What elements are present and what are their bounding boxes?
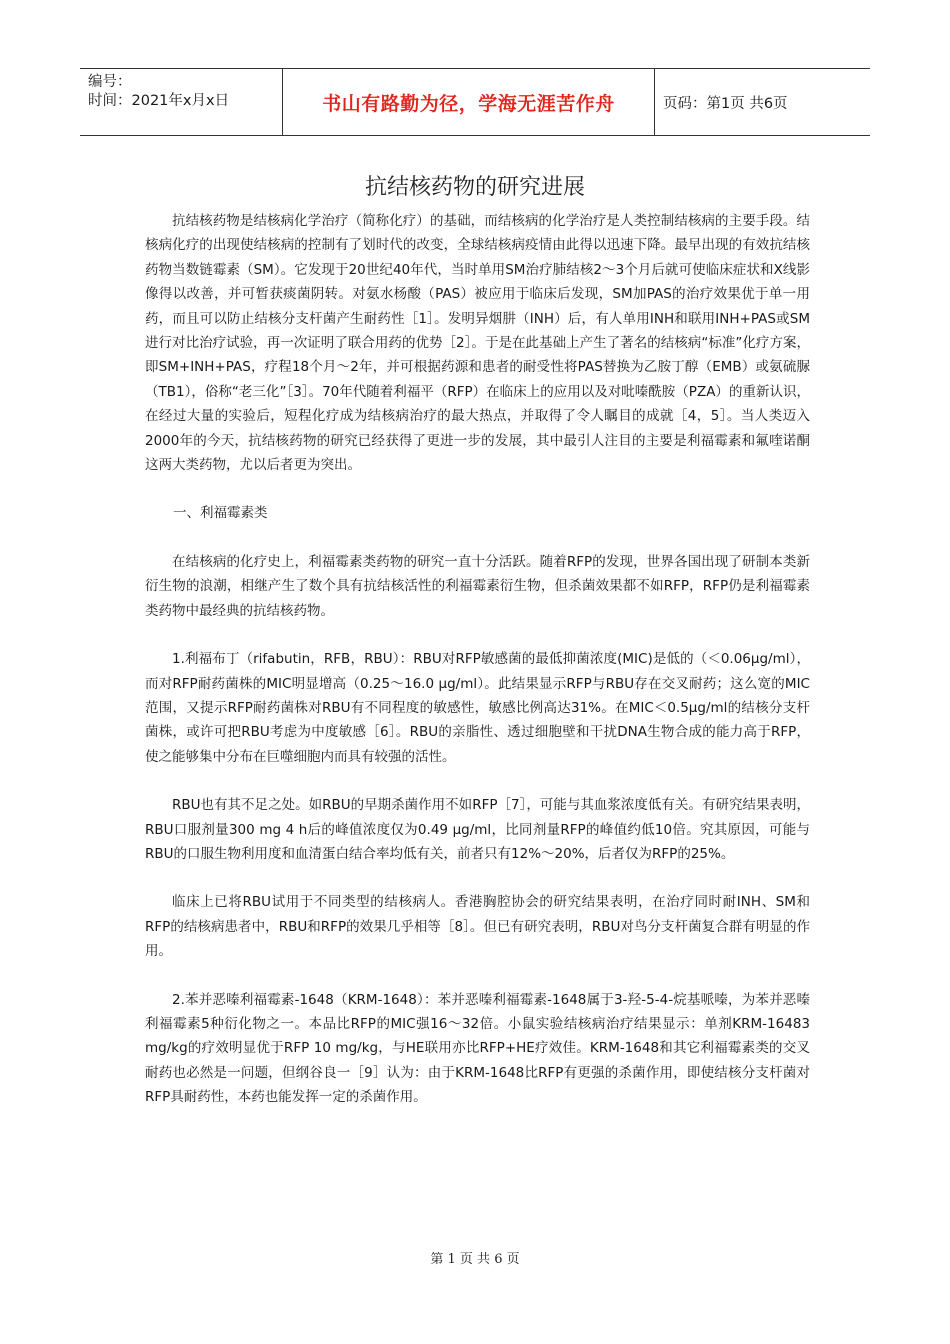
header-motto: 书山有路勤为径，学海无涯苦作舟 [322,92,615,115]
section-heading-rifamycins: 一、利福霉素类 [173,505,268,522]
body-paragraph: 在结核病的化疗史上，利福霉素类药物的研究一直十分活跃。随着RFP的发现，世界各国出现了研制本类新衍生物的浪潮，相继产生了数个具有抗结核活性的利福霉素衍生物，但杀菌效果都不如RFP，RFP仍是利福霉素类药物中最经典的抗结核药物。 [145,553,810,619]
body-paragraph: 2.苯并恶嗪利福霉素-1648（KRM-1648）：苯并恶嗪利福霉素-1648属于3-羟-5-4-烷基哌嗪，为苯并恶嗪利福霉素5种衍化物之一。本品比RFP的MIC强16～32倍。小鼠实验结核病治疗结果显示：单剂KRM-16483 mg/kg的疗效明显优于RFP 10 mg/kg，与HE联用亦比RFP+HE疗效佳。KRM-1648和其它利福霉素类的交叉耐药也必然是一问题，但纲谷良一［9］认为：由于KRM-1648比RFP有更强的杀菌作用，即使结核分支杆菌对RFP具耐药性，本药也能发挥一定的杀菌作用。 [145,991,810,1106]
body-paragraph: RBU也有其不足之处。如RBU的早期杀菌作用不如RFP［7］，可能与其血浆浓度低有关。有研究结果表明，RBU口服剂量300 mg 4 h后的峰值浓度仅为0.49 μg/ml，比同剂量RFP的峰值约低10倍。究其原因，可能与RBU的口服生物利用度和血清蛋白结合率均低有关，前者只有12%～20%，后者仅为RFP的25%。 [145,797,810,862]
document-number-label: 编号： [88,74,132,90]
header-table [80,68,870,136]
document-title: 抗结核药物的研究进展 [364,175,585,200]
header-page-info: 页码：第1页 共6页 [663,95,788,112]
body-paragraph: 1.利福布丁（rifabutin，RFB，RBU）：RBU对RFP敏感菌的最低抑菌浓度(MIC)是低的（＜0.06μg/ml），而对RFP耐药菌株的MIC明显增高（0.25～16.0 μg/ml）。此结果显示RFP与RBU存在交叉耐药；这么宽的MIC范围，又提示RFP耐药菌株对RBU有不同程度的敏感性，敏感比例高达31%。在MIC＜0.5μg/ml的结核分支杆菌株，或许可把RBU考虑为中度敏感［6］。RBU的亲脂性、透过细胞壁和干扰DNA生物合成的能力高于RFP，使之能够集中分布在巨噬细胞内而具有较强的活性。 [145,651,810,765]
document-date: 时间：2021年x月x日 [88,93,230,109]
page-footer: 第 1 页 共 6 页 [430,1252,520,1267]
document-body [145,209,810,1110]
header-left-cell [80,69,283,135]
intro-paragraph: 抗结核药物是结核病化学治疗（简称化疗）的基础，而结核病的化学治疗是人类控制结核病的主要手段。结核病化疗的出现使结核病的控制有了划时代的改变，全球结核病疫情由此得以迅速下降。最早出现的有效抗结核药物当数链霉素（SM）。它发现于20世纪40年代，当时单用SM治疗肺结核2～3个月后就可使临床症状和X线影像得以改善，并可暂获痰菌阴转。对氨水杨酸（PAS）被应用于临床后发现，SM加PAS的治疗效果优于单一用药，而且可以防止结核分支杆菌产生耐药性［1］。发明异烟肼（INH）后，有人单用INH和联用INH+PAS或SM进行对比治疗试验，再一次证明了联合用药的优势［2］。于是在此基础上产生了著名的结核病“标准”化疗方案，即SM+INH+PAS，疗程18个月～2年，并可根据药源和患者的耐受性将PAS替换为乙胺丁醇（EMB）或氨硫脲（TB1），俗称“老三化”［3］。70年代随着利福平（RFP）在临床上的应用以及对吡嗪酰胺（PZA）的重新认识，在经过大量的实验后，短程化疗成为结核病治疗的最大热点，并取得了令人瞩目的成就［4，5］。当人类迈入2000年的今天，抗结核药物的研究已经获得了更进一步的发展，其中最引人注目的主要是利福霉素和氟喹诺酮这两大类药物，尤以后者更为突出。 [145,213,810,474]
header-motto-cell [283,69,655,135]
body-paragraph: 临床上已将RBU试用于不同类型的结核病人。香港胸腔协会的研究结果表明，在治疗同时耐INH、SM和RFP的结核病患者中，RBU和RFP的效果几乎相等［8］。但已有研究表明，RBU对鸟分支杆菌复合群有明显的作用。 [145,894,810,960]
